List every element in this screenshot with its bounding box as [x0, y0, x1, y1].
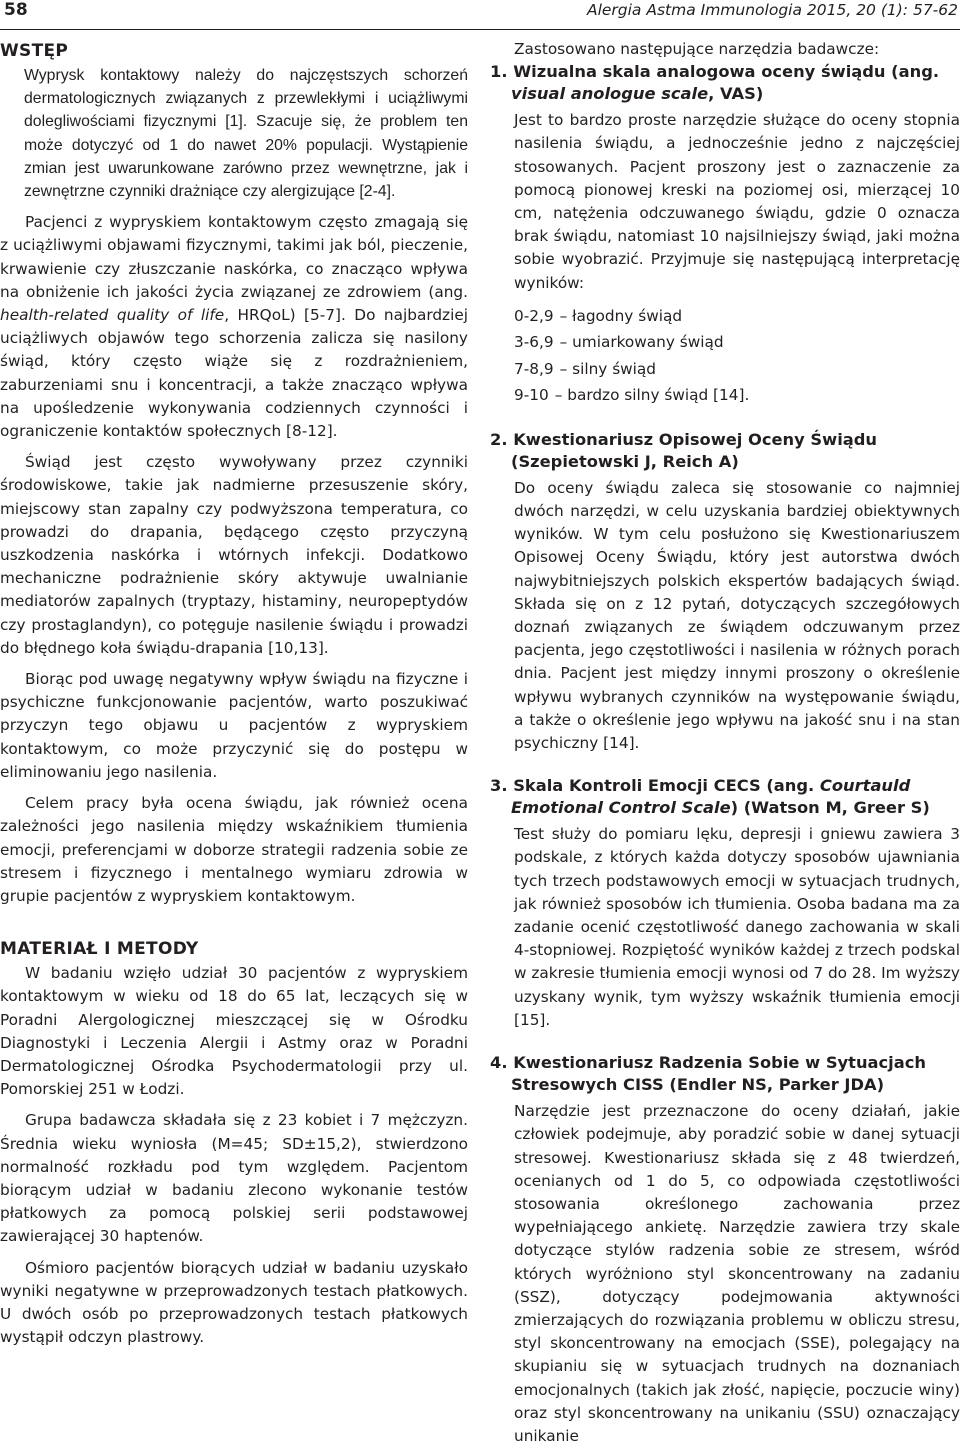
vas-scale-list [490, 303, 960, 409]
section-questionnaire-body: Do oceny świądu zaleca się stosowanie co najmniej dwóch narzędzi, w celu uzyskania bardziej obiektywnych wyników. W tym celu posłużono się Kwestionariuszem Opisowej Oceny Świądu, który jest autorstwa dwóch najwybitniejszych polskich ekspertów badających świąd. Składa się on z 12 pytań, dotyczących szczegółowych doznań związanych ze świądem odczuwanym przez pacjenta, jego częstotliwości i nasilenia w różnych porach dnia. Pacjent jest między innymi proszony o określenie wpływu wybranych czynników na występowanie świądu, a także o określenie jego wpływu na jakość snu i na stan psychiczny [14]. [514, 478, 960, 753]
methods-paragraph-1: W badaniu wzięło udział 30 pacjentów z wypryskiem kontaktowym w wieku od 18 do 65 lat, leczących się w Poradni Alergologicznej mieszczącej się w Ośrodku Diagnostyki i Leczenia Alergii i Astmy oraz w Poradni Dermatologicznej Ośrodka Psychodermatologii przy ul. Pomorskiej 251 w Łodzi. [0, 964, 468, 1099]
methods-paragraph-2: Grupa badawcza składała się z 23 kobiet i 7 mężczyzn. Średnia wieku wyniosła (M=45; SD±15,2), stwierdzono normalność rozkładu pod tym względem. Pacjentom biorącym udział w badaniu zlecono wykonanie testów płatkowych za pomocą polskiej serii podstawowej zawierającej 30 haptenów. [0, 1111, 468, 1246]
journal-citation: Alergia Astma Immunologia 2015, 20 (1): 57-62 [586, 1, 958, 19]
intro-paragraph-4: Biorąc pod uwagę negatywny wpływ świądu na fizyczne i psychiczne funkcjonowanie pacjentów, warto poszukiwać przyczyn tego objawu u pacjentów z wypryskiem kontaktowym, co może przyczynić się do postępu w eliminowaniu jego nasilenia. [0, 670, 468, 781]
scale-item: 0-2,9 – łagodny świąd [514, 306, 683, 325]
section-questionnaire-title: 2. Kwestionariusz Opisowej Oceny Świądu (Szepietowski J, Reich A) [490, 429, 878, 471]
section-cecs-body: Test służy do pomiaru lęku, depresji i gniewu zawiera 3 podskale, z których każda dotyczy sposobów ujawniania tych trzech podstawowych emocji w sytuacjach trudnych, jak również sposobów ich tłumienia. Osoba badana ma za zadanie ocenić częstotliwość danego zachowania w skali 4-stopniowej. Rozpiętość wyników każdej z trzech podskal w zakresie tłumienia emocji wynosi od 7 do 28. Im wyższy uzyskany wynik, tym wyższy wskaźnik tłumienia emocji [15]. [514, 825, 960, 1029]
scale-item: 9-10 – bardzo silny świąd [14]. [514, 386, 750, 405]
intro-paragraph-1: Wyprysk kontaktowy należy do najczęstszych schorzeń dermatologicznych związanych z przewlekłymi i uciążliwymi dolegliwościami fizycznymi [1]. Szacuje się, że problem ten może dotyczyć od 1 do nawet 20% populacji. Wystąpienie zmian jest uwarunkowane zarówno przez wewnętrzne, jak i zewnętrzne czynniki drażniące czy alergizujące [2-4]. [24, 67, 468, 201]
methods-heading: MATERIAŁ I METODY [0, 939, 199, 960]
scale-item: 3-6,9 – umiarkowany świąd [514, 333, 724, 352]
hrqol-term: health-related quality of life [0, 306, 225, 325]
page-number: 58 [4, 0, 28, 20]
methods-paragraph-3: Ośmioro pacjentów biorących udział w badaniu uzyskało wyniki negatywne w przeprowadzonych testach płatkowych. U dwóch osób po przeprowadzonych testach płatkowych wystąpił odczyn plastrowy. [0, 1258, 468, 1347]
section-cecs-title: 3. Skala Kontroli Emocji CECS (ang. Courtauld Emotional Control Scale) (Watson M, Greer S) [490, 776, 930, 818]
intro-paragraph-3: Świąd jest często wywoływany przez czynniki środowiskowe, takie jak nadmierne przesuszenie skóry, miejscowy stan zapalny czy podwyższona temperatura, co prowadzi do drapania, będącego często przyczyną uszkodzenia naskórka i wtórnych infekcji. Dodatkowo mechaniczne podrażnienie skóry aktywuje uwalnianie mediatorów zapalnych (tryptazy, histaminy, neuropeptydów czy prostaglandyn), co potęguje nasilenie świądu i prowadzi do błędnego koła świądu-drapania [10,13]. [0, 453, 468, 657]
scale-item: 7-8,9 – silny świąd [514, 359, 657, 378]
section-ciss-body: Narzędzie jest przeznaczone do oceny działań, jakie człowiek podejmuje, aby poradzić sobie w danej sytuacji stresowej. Kwestionariusz składa się z 48 twierdzeń, ocenianych od 1 do 5, co odpowiada częstotliwości stosowania określonego zachowania przez wypełniającego ankietę. Narzędzie zawiera trzy skale dotyczące stylów radzenia sobie ze stresem, wśród których wyróżniono styl skoncentrowany na zadaniu (SSZ), dotyczący podejmowania aktywności zmierzających do rozwiązania problemu w obliczu stresu, styl skoncentrowany na emocjach (SSE), polegający na skupianiu się w sytuacjach trudnych na doznaniach emocjonalnych (takich jak złość, napięcie, poczucie winy) oraz styl skoncentrowany na unikaniu (SSU) oznaczający unikanie [514, 1102, 960, 1445]
section-ciss-title: 4. Kwestionariusz Radzenia Sobie w Sytuacjach Stresowych CISS (Endler NS, Parker JDA) [490, 1053, 926, 1095]
section-vas-title: 1. Wizualna skala analogowa oceny świądu (ang. visual anologue scale, VAS) [490, 62, 940, 104]
right-column [490, 38, 960, 1456]
intro-paragraph-5: Celem pracy była ocena świądu, jak również ocena zależności jego nasilenia między wskaźnikiem tłumienia emocji, preferencjami w doborze strategii radzenia sobie ze stresem i fizycznego i mentalnego wymiaru zdrowia w grupie pacjentów z wypryskiem kontaktowym. [0, 794, 468, 905]
header-divider [0, 29, 960, 30]
left-column [0, 38, 468, 1357]
intro-heading: WSTĘP [0, 41, 69, 61]
tools-intro: Zastosowano następujące narzędzia badawcze: [514, 40, 880, 58]
page-header [0, 0, 960, 26]
intro-paragraph-2: Pacjenci z wypryskiem kontaktowym często zmagają się z uciążliwymi objawami fizycznymi, takimi jak ból, pieczenie, krwawienie czy złuszczanie naskórka, co znacząco wpływa na obniżenie ich jakości życia związanej ze zdrowiem (ang. health-related quality of life, HRQoL) [5-7]. Do najbardziej uciążliwych objawów tego schorzenia zalicza się nasilony świąd, który często wiąże się z rozdrażnieniem, zaburzeniami snu i koncentracji, a także znacząco wpływa na upośledzenie wykonywania codziennych czynności i ograniczenie kontaktów społecznych [8-12]. [0, 213, 469, 441]
section-vas-body: Jest to bardzo proste narzędzie służące do oceny stopnia nasilenia świądu, a jednocześnie jedno z najczęściej stosowanych. Pacjent proszony jest o zaznaczenie za pomocą pionowej kreski na poziomej osi, mierzącej 10 cm, natężenia odczuwanego świądu, gdzie 0 oznacza brak świądu, natomiast 10 najsilniejszy świąd, jaki można sobie wyobrazić. Przyjmuje się następującą interpretację wyników: [514, 111, 960, 292]
